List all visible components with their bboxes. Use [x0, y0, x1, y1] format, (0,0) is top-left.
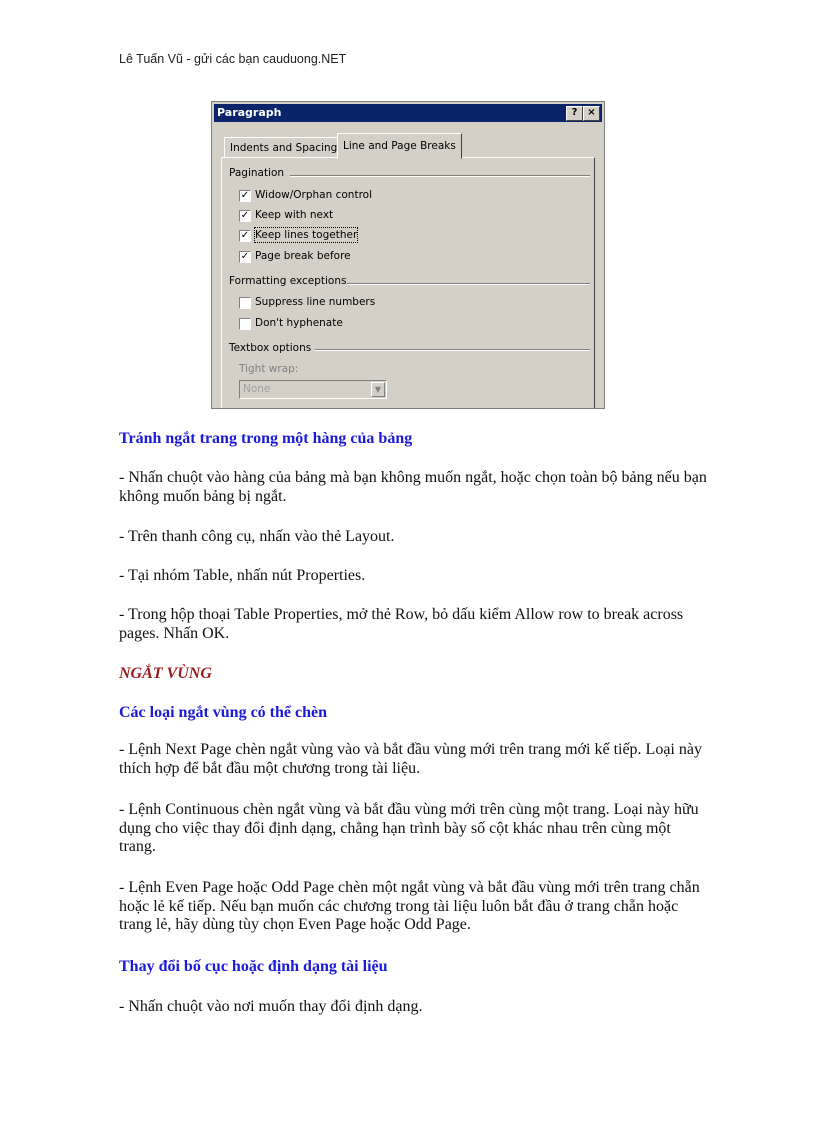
dialog-titlebar — [214, 104, 602, 122]
tab-indents-and-spacing[interactable]: Indents and Spacing — [224, 137, 343, 159]
paragraph: - Lệnh Even Page hoặc Odd Page chèn một ngắt vùng và bắt đầu vùng mới trên trang chẵn hoặc lẻ kế tiếp. Nếu bạn muốn các chương trong tài liệu luôn bắt đầu ở trang chẵn hoặc trang lẻ, hãy dùng tùy chọn Even Page hoặc Odd Page. — [119, 879, 700, 933]
group-pagination-label: Pagination — [229, 167, 285, 179]
page-break-before-checkbox[interactable]: ✓ — [240, 251, 250, 262]
dialog-title: Paragraph — [217, 106, 282, 119]
paragraph-dialog-screenshot — [211, 101, 605, 409]
section-title-section-breaks: NGẮT VÙNG — [119, 665, 212, 682]
group-formatting-label: Formatting exceptions — [229, 275, 347, 287]
suppress-line-numbers-label: Suppress line numbers — [255, 296, 376, 308]
group-divider — [347, 283, 590, 285]
tight-wrap-value: None — [243, 383, 271, 395]
tight-wrap-label: Tight wrap: — [239, 363, 299, 375]
heading-change-layout: Thay đổi bố cục hoặc định dạng tài liệu — [119, 958, 388, 975]
paragraph: - Trong hộp thoại Table Properties, mở thẻ Row, bỏ dấu kiểm Allow row to break across pages. Nhấn OK. — [119, 606, 684, 642]
suppress-line-numbers-checkbox[interactable] — [239, 297, 251, 309]
keep-lines-together-checkbox[interactable]: ✓ — [240, 230, 250, 241]
dont-hyphenate-checkbox[interactable] — [239, 318, 251, 330]
tab-line-and-page-breaks[interactable]: Line and Page Breaks — [337, 133, 462, 159]
paragraph: - Tại nhóm Table, nhấn nút Properties. — [119, 567, 366, 584]
heading-section-break-types: Các loại ngắt vùng có thể chèn — [119, 704, 327, 721]
paragraph: - Nhấn chuột vào hàng của bảng mà bạn không muốn ngắt, hoặc chọn toàn bộ bảng nếu bạn không muốn bảng bị ngắt. — [119, 469, 707, 505]
help-button[interactable]: ? — [566, 106, 583, 121]
keep-with-next-label: Keep with next — [255, 209, 334, 221]
page-header: Lê Tuấn Vũ - gửi các bạn cauduong.NET — [119, 52, 347, 66]
dont-hyphenate-label: Don't hyphenate — [255, 317, 343, 329]
heading-avoid-row-break: Tránh ngắt trang trong một hàng của bảng — [119, 430, 413, 447]
widow-orphan-label: Widow/Orphan control — [255, 189, 373, 201]
paragraph: - Lệnh Next Page chèn ngắt vùng vào và bắt đầu vùng mới trên trang mới kế tiếp. Loại này thích hợp để bắt đầu một chương trong tài liệu. — [119, 741, 702, 777]
tight-wrap-select[interactable] — [239, 380, 387, 399]
keep-lines-together-label: Keep lines together — [255, 229, 358, 241]
paragraph: - Trên thanh công cụ, nhấn vào thẻ Layout. — [119, 528, 395, 545]
paragraph: - Lệnh Continuous chèn ngắt vùng và bắt đầu vùng mới trên cùng một trang. Loại này hữu dụng cho việc thay đổi định dạng, chẳng hạn trình bày số cột khác nhau trên cùng một trang. — [119, 801, 699, 855]
chevron-down-icon[interactable]: ▼ — [371, 382, 385, 397]
paragraph: - Nhấn chuột vào nơi muốn thay đổi định dạng. — [119, 998, 423, 1015]
widow-orphan-checkbox[interactable]: ✓ — [240, 190, 250, 201]
group-textbox-label: Textbox options — [229, 342, 312, 354]
close-button[interactable]: × — [583, 106, 600, 121]
page-break-before-label: Page break before — [255, 250, 351, 262]
group-divider — [315, 349, 590, 351]
keep-with-next-checkbox[interactable]: ✓ — [240, 210, 250, 221]
group-divider — [290, 175, 590, 177]
